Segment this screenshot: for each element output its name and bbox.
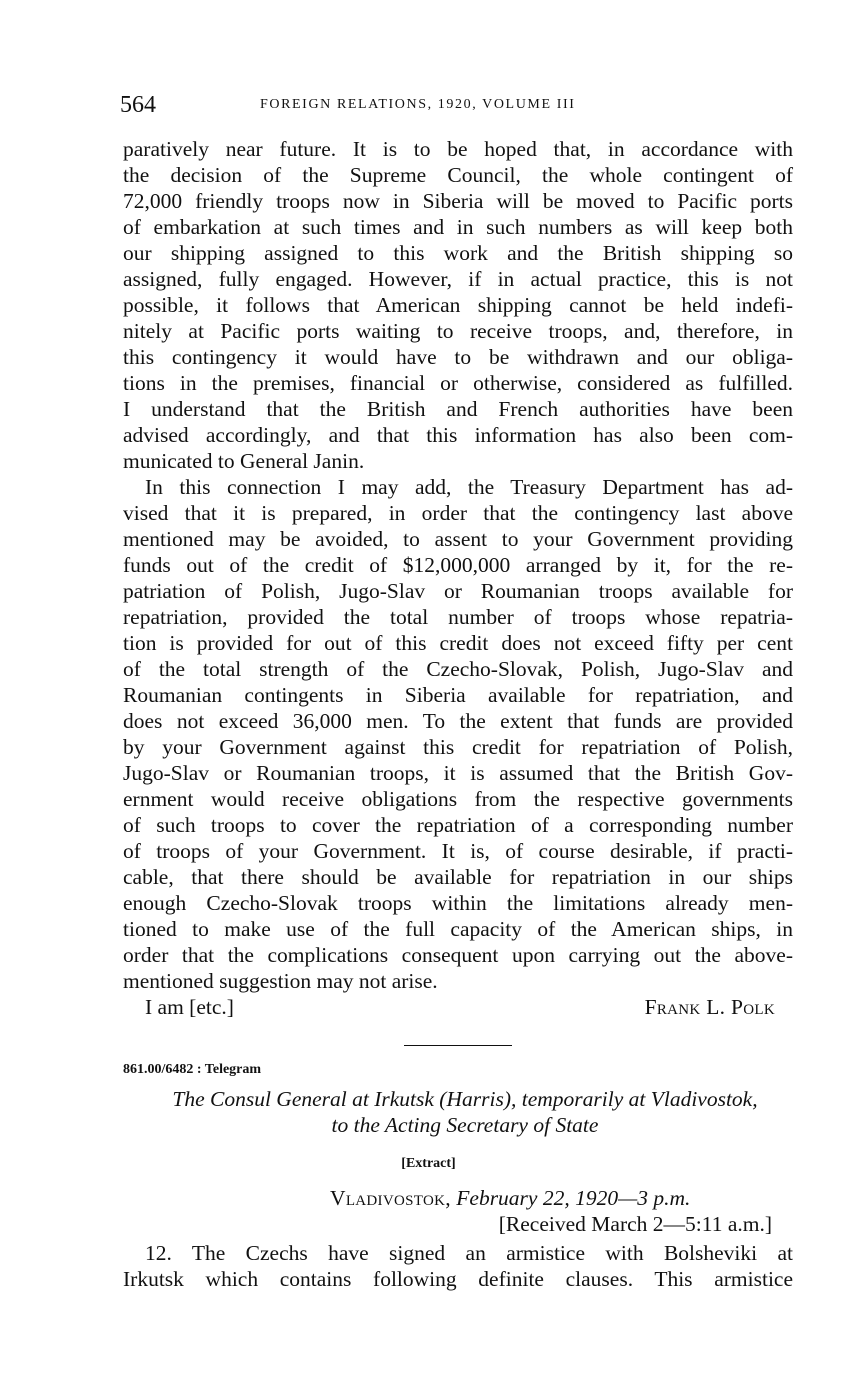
file-number: 861.00/6482 : Telegram bbox=[123, 1062, 262, 1077]
body-line: cable, that there should be available for repatriation in our ships bbox=[123, 865, 793, 889]
body-line: tions in the premises, financial or otherwise, considered as fulfilled. bbox=[123, 371, 793, 395]
document-title-line-2: to the Acting Secretary of State bbox=[331, 1113, 599, 1137]
body-line: ernment would receive obligations from the respective governments bbox=[123, 787, 793, 811]
body-line: Roumanian contingents in Siberia available for repatriation, and bbox=[123, 683, 793, 707]
body-line: funds out of the credit of $12,000,000 arranged by it, for the re- bbox=[123, 553, 793, 577]
body-line: Jugo-Slav or Roumanian troops, it is assumed that the British Gov- bbox=[123, 761, 793, 785]
body-line: mentioned suggestion may not arise. bbox=[123, 969, 438, 993]
body-line: of the total strength of the Czecho-Slovak, Polish, Jugo-Slav and bbox=[123, 657, 793, 681]
dateline-place: Vladivostok, bbox=[330, 1186, 451, 1210]
body-line: enough Czecho-Slovak troops within the limitations already men- bbox=[123, 891, 793, 915]
body-line: Irkutsk which contains following definite clauses. This armistice bbox=[123, 1267, 793, 1291]
body-line: possible, it follows that American shipping cannot be held indefi- bbox=[123, 293, 793, 317]
body-line: tioned to make use of the full capacity of the American ships, in bbox=[123, 917, 793, 941]
section-divider bbox=[404, 1045, 512, 1046]
body-line: assigned, fully engaged. However, if in actual practice, this is not bbox=[123, 267, 793, 291]
dateline bbox=[330, 1186, 690, 1211]
received-note: [Received March 2—5:11 a.m.] bbox=[498, 1212, 772, 1236]
letter-closing bbox=[145, 995, 775, 1021]
document-title-line-1: The Consul General at Irkutsk (Harris), temporarily at Vladivostok, bbox=[172, 1087, 758, 1111]
document-title bbox=[120, 1086, 810, 1138]
body-line: municated to General Janin. bbox=[123, 449, 365, 473]
letter-body bbox=[123, 136, 793, 994]
page-header bbox=[120, 92, 798, 122]
body-line: of troops of your Government. It is, of course desirable, if practi- bbox=[123, 839, 793, 863]
telegram-body bbox=[123, 1240, 793, 1292]
signature: Frank L. Polk bbox=[644, 995, 775, 1019]
body-line: 12. The Czechs have signed an armistice with Bolsheviki at bbox=[145, 1241, 793, 1265]
body-line: this contingency it would have to be withdrawn and our obliga- bbox=[123, 345, 793, 369]
body-line: of such troops to cover the repatriation of a corresponding number bbox=[123, 813, 793, 837]
body-line: nitely at Pacific ports waiting to receive troops, and, therefore, in bbox=[123, 319, 793, 343]
body-line: I understand that the British and French authorities have been bbox=[123, 397, 793, 421]
body-line: advised accordingly, and that this information has also been com- bbox=[123, 423, 793, 447]
body-line: vised that it is prepared, in order that the contingency last above bbox=[123, 501, 793, 525]
body-line: patriation of Polish, Jugo-Slav or Roumanian troops available for bbox=[123, 579, 793, 603]
body-line: repatriation, provided the total number of troops whose repatria- bbox=[123, 605, 793, 629]
body-line: order that the complications consequent upon carrying out the above- bbox=[123, 943, 793, 967]
body-line: does not exceed 36,000 men. To the extent that funds are provided bbox=[123, 709, 793, 733]
extract-label: [Extract] bbox=[401, 1156, 456, 1171]
closing-salutation: I am [etc.] bbox=[145, 995, 234, 1019]
body-line: of embarkation at such times and in such numbers as will keep both bbox=[123, 215, 793, 239]
page-number: 564 bbox=[120, 92, 156, 118]
body-line: by your Government against this credit for repatriation of Polish, bbox=[123, 735, 793, 759]
body-line: In this connection I may add, the Treasury Department has ad- bbox=[145, 475, 793, 499]
body-line: paratively near future. It is to be hoped that, in accordance with bbox=[123, 137, 793, 161]
body-line: mentioned may be avoided, to assent to your Government providing bbox=[123, 527, 793, 551]
body-line: tion is provided for out of this credit does not exceed fifty per cent bbox=[123, 631, 793, 655]
dateline-date: February 22, 1920—3 p.m. bbox=[456, 1186, 691, 1210]
running-head: FOREIGN RELATIONS, 1920, VOLUME III bbox=[260, 97, 576, 112]
body-line: the decision of the Supreme Council, the whole contingent of bbox=[123, 163, 793, 187]
body-line: 72,000 friendly troops now in Siberia will be moved to Pacific ports bbox=[123, 189, 793, 213]
body-line: our shipping assigned to this work and the British shipping so bbox=[123, 241, 793, 265]
